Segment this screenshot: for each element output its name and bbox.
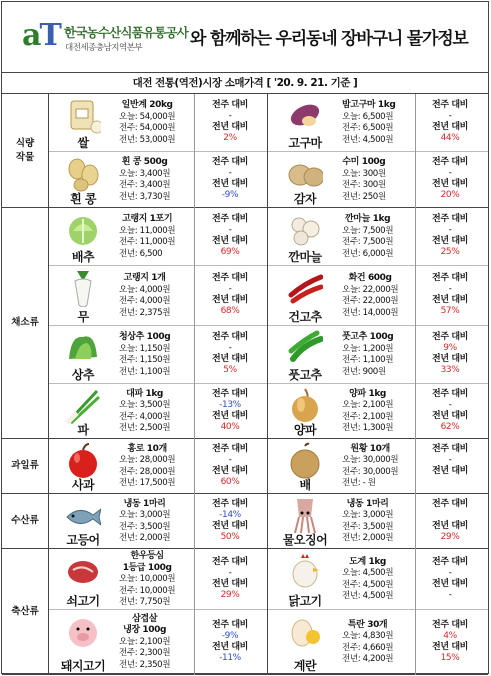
price-info bbox=[342, 389, 393, 435]
price-date-banner: 대전 전통(역전)시장 소매가격 [ '20. 9. 21. 기준 ] bbox=[2, 72, 488, 94]
week-change-value: -13% bbox=[219, 399, 241, 410]
price-line: 오늘: 10,000원 bbox=[119, 574, 176, 584]
product-name: 고등어 bbox=[66, 533, 100, 547]
product-spec: 밤고구마 1kg bbox=[342, 100, 396, 110]
pear-icon bbox=[287, 442, 323, 480]
chicken-icon bbox=[287, 552, 323, 590]
product-spec: 원황 10개 bbox=[350, 443, 390, 454]
price-info bbox=[119, 389, 170, 435]
product-spec: 고랭지 1포기 bbox=[122, 214, 173, 224]
price-line: 전년: 4,500원 bbox=[342, 134, 394, 145]
price-info bbox=[342, 620, 393, 666]
price-line: 전년: 3,730원 bbox=[119, 191, 171, 202]
price-change bbox=[196, 273, 264, 317]
category-label: 과일류 bbox=[2, 439, 48, 494]
price-info bbox=[342, 273, 398, 319]
left-product-image-고등어 bbox=[52, 494, 114, 549]
price-change bbox=[416, 389, 484, 433]
price-line: 전주: 30,000원 bbox=[342, 466, 399, 477]
price-line: 전주: 4,000원 bbox=[119, 296, 171, 306]
price-line: 전년: 14,000원 bbox=[342, 307, 399, 318]
price-sheet bbox=[1, 1, 489, 674]
left-product-image-쌀 bbox=[52, 94, 114, 152]
right-product-image-배 bbox=[274, 439, 336, 494]
product-spec: 흰 콩 500g bbox=[121, 157, 168, 167]
price-line: 전주: 4,500원 bbox=[342, 579, 394, 590]
price-info bbox=[119, 273, 170, 319]
week-change-value: - bbox=[228, 454, 232, 465]
year-change-label: 전년 대비 bbox=[212, 410, 248, 421]
year-change-value: 44% bbox=[440, 133, 460, 143]
radish-icon bbox=[65, 269, 101, 307]
price-info bbox=[342, 100, 395, 146]
product-name: 상추 bbox=[71, 368, 95, 382]
year-change-value: 29% bbox=[440, 531, 460, 542]
apple-icon bbox=[65, 442, 101, 480]
week-change-label: 전주 대비 bbox=[432, 157, 468, 167]
price-info bbox=[119, 157, 170, 203]
price-line: 오늘: 3,500원 bbox=[119, 400, 171, 410]
price-info bbox=[342, 157, 386, 203]
price-line: 전년: 1,300원 bbox=[342, 423, 394, 433]
green-pepper-icon bbox=[287, 329, 323, 367]
price-line: 전년: 1,100원 bbox=[119, 366, 171, 377]
price-change bbox=[196, 499, 264, 543]
week-change-value: - bbox=[448, 454, 452, 465]
left-product-image-상추 bbox=[52, 326, 114, 384]
squid-icon bbox=[287, 497, 323, 535]
right-product-image-건고추 bbox=[274, 266, 336, 326]
potato-icon bbox=[287, 155, 323, 193]
year-change-label: 전년 대비 bbox=[212, 578, 248, 589]
price-change bbox=[196, 444, 264, 488]
price-line: 전년: 6,000원 bbox=[342, 248, 394, 259]
price-change bbox=[416, 499, 484, 543]
price-line: 전주: 4,660원 bbox=[342, 642, 394, 653]
right-product-image-닭고기 bbox=[274, 549, 336, 610]
year-change-label: 전년 대비 bbox=[212, 295, 248, 305]
onion-icon bbox=[287, 387, 323, 425]
price-line: 오늘: 28,000원 bbox=[119, 455, 176, 465]
year-change-label: 전년 대비 bbox=[432, 179, 468, 189]
year-change-label: 전년 대비 bbox=[432, 465, 468, 476]
price-line: 오늘: 3,400원 bbox=[119, 168, 171, 179]
year-change-label: 전년 대비 bbox=[212, 641, 248, 652]
year-change-value: 33% bbox=[440, 365, 460, 375]
right-product-image-고구마 bbox=[274, 94, 336, 152]
right-product-image-물오징어 bbox=[274, 494, 336, 549]
right-product-image-깐마늘 bbox=[274, 208, 336, 266]
year-change-label: 전년 대비 bbox=[432, 236, 468, 246]
price-line: 전주: 3,500원 bbox=[119, 521, 171, 532]
year-change-value: 62% bbox=[440, 421, 460, 432]
price-info bbox=[342, 557, 393, 603]
year-change-label: 전년 대비 bbox=[432, 354, 468, 364]
week-change-value: - bbox=[228, 225, 232, 235]
price-line: 오늘: 3,000원 bbox=[342, 510, 394, 520]
column-divider bbox=[48, 94, 49, 675]
week-change-value bbox=[416, 510, 484, 521]
year-change-value: 57% bbox=[440, 306, 460, 316]
price-line: 전년: 53,000원 bbox=[119, 134, 176, 145]
left-product-image-배추 bbox=[52, 208, 114, 266]
price-change bbox=[416, 273, 484, 317]
week-change-label: 전주 대비 bbox=[432, 443, 468, 454]
product-name: 깐마늘 bbox=[288, 250, 322, 264]
price-line: 전년: - 원 bbox=[342, 478, 376, 488]
product-spec: 일반계 20kg bbox=[121, 100, 173, 110]
price-info bbox=[119, 499, 170, 545]
week-change-label: 전주 대비 bbox=[432, 619, 468, 630]
left-product-image-돼지고기 bbox=[52, 610, 114, 675]
dried-pepper-icon bbox=[287, 269, 323, 307]
year-change-value: 50% bbox=[220, 531, 240, 542]
price-line: 오늘: 300원 bbox=[342, 168, 386, 179]
week-change-label: 전주 대비 bbox=[212, 100, 248, 110]
rice-bag-icon bbox=[65, 97, 101, 135]
price-line: 전년: 2,375원 bbox=[119, 307, 171, 318]
price-change bbox=[416, 620, 484, 664]
price-info bbox=[342, 332, 393, 378]
week-change-value: - bbox=[228, 168, 232, 178]
price-line: 전주: 54,000원 bbox=[119, 123, 176, 133]
week-change-label: 전주 대비 bbox=[212, 388, 248, 399]
garlic-icon bbox=[287, 211, 323, 249]
week-change-label: 전주 대비 bbox=[432, 498, 468, 509]
price-change bbox=[196, 214, 264, 258]
pig-icon bbox=[65, 613, 101, 651]
week-change-label: 전주 대비 bbox=[432, 388, 468, 399]
price-line: 전년: 17,500원 bbox=[119, 478, 176, 488]
year-change-value: 20% bbox=[440, 190, 460, 200]
year-change-value: 29% bbox=[220, 589, 240, 600]
price-line: 오늘: 11,000원 bbox=[119, 225, 176, 236]
product-name: 감자 bbox=[293, 192, 317, 206]
year-change-label: 전년 대비 bbox=[432, 520, 468, 531]
product-name: 건고추 bbox=[288, 310, 322, 324]
cabbage-icon bbox=[65, 211, 101, 249]
product-spec: 고랭지 1개 bbox=[123, 273, 166, 283]
price-line: 전년: 2,000원 bbox=[119, 533, 171, 543]
price-change bbox=[416, 157, 484, 201]
header bbox=[2, 2, 488, 72]
price-change bbox=[196, 620, 264, 664]
price-line: 전주: 1,150원 bbox=[119, 355, 171, 365]
right-product-image-양파 bbox=[274, 384, 336, 439]
year-change-value: 60% bbox=[220, 476, 240, 487]
price-line: 전주: 4,000원 bbox=[119, 411, 171, 422]
green-onion-icon bbox=[65, 387, 101, 425]
price-line: 오늘: 4,830원 bbox=[342, 631, 394, 641]
product-spec: 풋고추 100g bbox=[342, 332, 394, 342]
week-change-value: - bbox=[448, 168, 452, 178]
beans-icon bbox=[65, 155, 101, 193]
product-name: 양파 bbox=[293, 423, 317, 437]
week-change-value: -14% bbox=[219, 509, 241, 520]
beef-icon bbox=[65, 552, 101, 590]
left-product-image-무 bbox=[52, 266, 114, 326]
price-line: 전주: 28,000원 bbox=[119, 466, 176, 477]
price-line: 전주: 10,000원 bbox=[119, 585, 176, 596]
page-title: 와 함께하는 우리동네 장바구니 물가정보 bbox=[190, 29, 468, 49]
product-name: 배 bbox=[299, 478, 311, 492]
week-change-label: 전주 대비 bbox=[212, 443, 248, 454]
year-change-value: 5% bbox=[223, 365, 237, 375]
price-line: 전주: 3,500원 bbox=[342, 521, 394, 532]
year-change-label: 전년 대비 bbox=[212, 465, 248, 476]
price-line: 전년: 250원 bbox=[342, 191, 386, 202]
week-change-label: 전주 대비 bbox=[432, 214, 468, 224]
year-change-value: 40% bbox=[220, 421, 240, 432]
product-spec: 대파 1kg bbox=[126, 388, 163, 399]
week-change-value: - bbox=[448, 284, 452, 294]
price-line: 전년: 2,500원 bbox=[119, 423, 171, 433]
price-line: 전년: 6,500 bbox=[119, 248, 163, 259]
price-line: 전년: 2,350원 bbox=[119, 659, 171, 670]
price-change bbox=[416, 557, 484, 601]
price-line: 오늘: 3,000원 bbox=[119, 510, 171, 520]
left-product-image-흰 콩 bbox=[52, 152, 114, 208]
week-change-value: 9% bbox=[443, 343, 457, 353]
price-change bbox=[416, 332, 484, 376]
week-change-label: 전주 대비 bbox=[212, 332, 248, 342]
price-line: 전년: 4,500원 bbox=[342, 591, 394, 601]
price-info bbox=[119, 614, 170, 672]
week-change-value: - bbox=[228, 343, 232, 353]
year-change-label: 전년 대비 bbox=[212, 236, 248, 246]
product-name: 흰 콩 bbox=[70, 192, 96, 206]
lettuce-icon bbox=[65, 329, 101, 367]
product-name: 쇠고기 bbox=[66, 594, 100, 608]
org-name: 한국농수산식품유통공사 bbox=[64, 25, 189, 40]
year-change-label: 전년 대비 bbox=[432, 641, 468, 652]
price-line: 오늘: 7,500원 bbox=[342, 225, 394, 236]
week-change-label: 전주 대비 bbox=[212, 214, 248, 224]
price-line: 오늘: 4,000원 bbox=[119, 284, 171, 295]
week-change-label: 전주 대비 bbox=[212, 556, 248, 567]
week-change-label: 전주 대비 bbox=[432, 273, 468, 283]
year-change-label: 전년 대비 bbox=[212, 122, 248, 132]
product-spec: 양파 1kg bbox=[349, 388, 386, 399]
price-line: 오늘: 1,200원 bbox=[342, 343, 394, 354]
week-change-value: 4% bbox=[443, 630, 457, 641]
year-change-label: 전년 대비 bbox=[212, 179, 248, 189]
price-line: 전년: 7,750원 bbox=[119, 597, 171, 607]
week-change-value: - bbox=[228, 567, 232, 578]
price-info bbox=[119, 551, 175, 609]
price-info bbox=[119, 214, 175, 260]
price-line: 전년: 4,200원 bbox=[342, 654, 394, 664]
product-spec: 수미 100g bbox=[342, 157, 386, 167]
category-label: 수산류 bbox=[2, 494, 48, 549]
week-change-value: - bbox=[228, 284, 232, 294]
year-change-value: 15% bbox=[440, 652, 460, 663]
year-change-value: -11% bbox=[219, 652, 241, 663]
product-name: 쌀 bbox=[77, 136, 89, 150]
price-line: 전주: 22,000원 bbox=[342, 296, 399, 306]
product-spec: 냉동 1마리 bbox=[346, 498, 389, 509]
product-spec: 특란 30개 bbox=[347, 619, 388, 630]
price-line: 전주: 11,000원 bbox=[119, 237, 176, 247]
price-info bbox=[342, 214, 393, 260]
price-line: 전주: 1,100원 bbox=[342, 355, 394, 365]
right-product-image-풋고추 bbox=[274, 326, 336, 384]
price-change bbox=[196, 100, 264, 144]
column-divider bbox=[194, 94, 195, 675]
product-name: 사과 bbox=[71, 478, 95, 492]
week-change-label: 전주 대비 bbox=[212, 157, 248, 167]
left-product-image-파 bbox=[52, 384, 114, 439]
left-product-image-쇠고기 bbox=[52, 549, 114, 610]
price-line: 오늘: 2,100원 bbox=[119, 636, 171, 647]
category-label: 채소류 bbox=[2, 208, 48, 439]
product-spec: 깐마늘 1kg bbox=[345, 214, 391, 224]
week-change-label: 전주 대비 bbox=[432, 100, 468, 110]
right-product-image-계란 bbox=[274, 610, 336, 675]
price-info bbox=[342, 444, 398, 490]
year-change-value: 68% bbox=[220, 306, 240, 316]
week-change-label: 전주 대비 bbox=[432, 556, 468, 567]
price-change bbox=[416, 100, 484, 144]
week-change-value: - bbox=[448, 225, 452, 235]
price-info bbox=[119, 100, 175, 146]
price-line: 오늘: 30,000원 bbox=[342, 455, 399, 465]
week-change-label: 전주 대비 bbox=[212, 498, 248, 509]
price-line: 오늘: 54,000원 bbox=[119, 111, 176, 122]
year-change-label: 전년 대비 bbox=[212, 520, 248, 531]
price-line: 오늘: 2,100원 bbox=[342, 400, 394, 410]
week-change-value: - bbox=[448, 399, 452, 410]
week-change-value: - bbox=[448, 567, 452, 578]
product-name: 계란 bbox=[293, 659, 317, 673]
price-line: 전주: 2,300원 bbox=[119, 648, 171, 659]
year-change-label: 전년 대비 bbox=[212, 354, 248, 364]
price-info bbox=[119, 332, 170, 378]
year-change-value bbox=[416, 477, 484, 488]
product-name: 닭고기 bbox=[288, 594, 322, 608]
category-label: 식량 작물 bbox=[2, 94, 48, 208]
product-name: 배추 bbox=[71, 250, 95, 264]
price-line: 전주: 7,500원 bbox=[342, 237, 394, 247]
year-change-label: 전년 대비 bbox=[432, 578, 468, 589]
year-change-label: 전년 대비 bbox=[432, 295, 468, 305]
right-product-image-감자 bbox=[274, 152, 336, 208]
product-name: 돼지고기 bbox=[60, 659, 106, 673]
column-divider bbox=[267, 94, 268, 675]
year-change-value: - bbox=[448, 589, 452, 600]
year-change-label: 전년 대비 bbox=[432, 410, 468, 421]
price-line: 오늘: 6,500원 bbox=[342, 111, 394, 122]
at-logo: aT bbox=[22, 18, 60, 53]
price-line: 전주: 300원 bbox=[342, 180, 386, 190]
week-change-value: -9% bbox=[221, 630, 239, 641]
product-name: 풋고추 bbox=[288, 368, 322, 382]
year-change-value: 25% bbox=[440, 247, 460, 257]
product-name: 파 bbox=[77, 423, 89, 437]
product-name: 고구마 bbox=[288, 136, 322, 150]
product-spec: 삼겹살 냉장 100g bbox=[123, 613, 167, 636]
product-spec: 한우등심 1등급 100g bbox=[122, 551, 172, 573]
product-spec: 홍로 10개 bbox=[127, 443, 167, 454]
product-spec: 냉동 1마리 bbox=[123, 498, 166, 509]
week-change-label: 전주 대비 bbox=[212, 619, 248, 630]
price-change bbox=[416, 444, 484, 488]
egg-icon bbox=[287, 613, 323, 651]
product-spec: 도계 1kg bbox=[349, 556, 386, 567]
column-divider bbox=[415, 94, 416, 675]
price-info bbox=[342, 499, 393, 545]
price-change bbox=[196, 389, 264, 433]
week-change-value: - bbox=[228, 111, 232, 121]
price-line: 오늘: 4,500원 bbox=[342, 568, 394, 578]
product-name: 물오징어 bbox=[282, 533, 328, 547]
week-change-label: 전주 대비 bbox=[212, 273, 248, 283]
price-change bbox=[196, 157, 264, 201]
category-label: 축산류 bbox=[2, 549, 48, 675]
week-change-label: 전주 대비 bbox=[432, 332, 468, 342]
org-subtitle: 대전세종충남지역본부 bbox=[65, 43, 143, 53]
price-line: 전주: 3,400원 bbox=[119, 180, 171, 190]
price-line: 전년: 900원 bbox=[342, 366, 386, 377]
year-change-label: 전년 대비 bbox=[432, 122, 468, 132]
price-info bbox=[119, 444, 175, 490]
year-change-value: 2% bbox=[223, 133, 237, 143]
left-product-image-사과 bbox=[52, 439, 114, 494]
year-change-value: 69% bbox=[220, 247, 240, 257]
price-line: 오늘: 22,000원 bbox=[342, 284, 399, 295]
sweet-potato-icon bbox=[287, 97, 323, 135]
year-change-value: -9% bbox=[221, 190, 239, 200]
mackerel-icon bbox=[65, 497, 101, 535]
product-spec: 청상추 100g bbox=[119, 332, 171, 342]
price-change bbox=[416, 214, 484, 258]
price-line: 오늘: 1,150원 bbox=[119, 343, 171, 354]
price-change bbox=[196, 332, 264, 376]
price-line: 전년: 2,000원 bbox=[342, 533, 394, 543]
price-line: 전주: 6,500원 bbox=[342, 123, 394, 133]
price-change bbox=[196, 557, 264, 601]
product-spec: 화건 600g bbox=[348, 273, 392, 283]
product-name: 무 bbox=[77, 310, 89, 324]
week-change-value: - bbox=[448, 111, 452, 121]
price-line: 전주: 2,100원 bbox=[342, 411, 394, 422]
